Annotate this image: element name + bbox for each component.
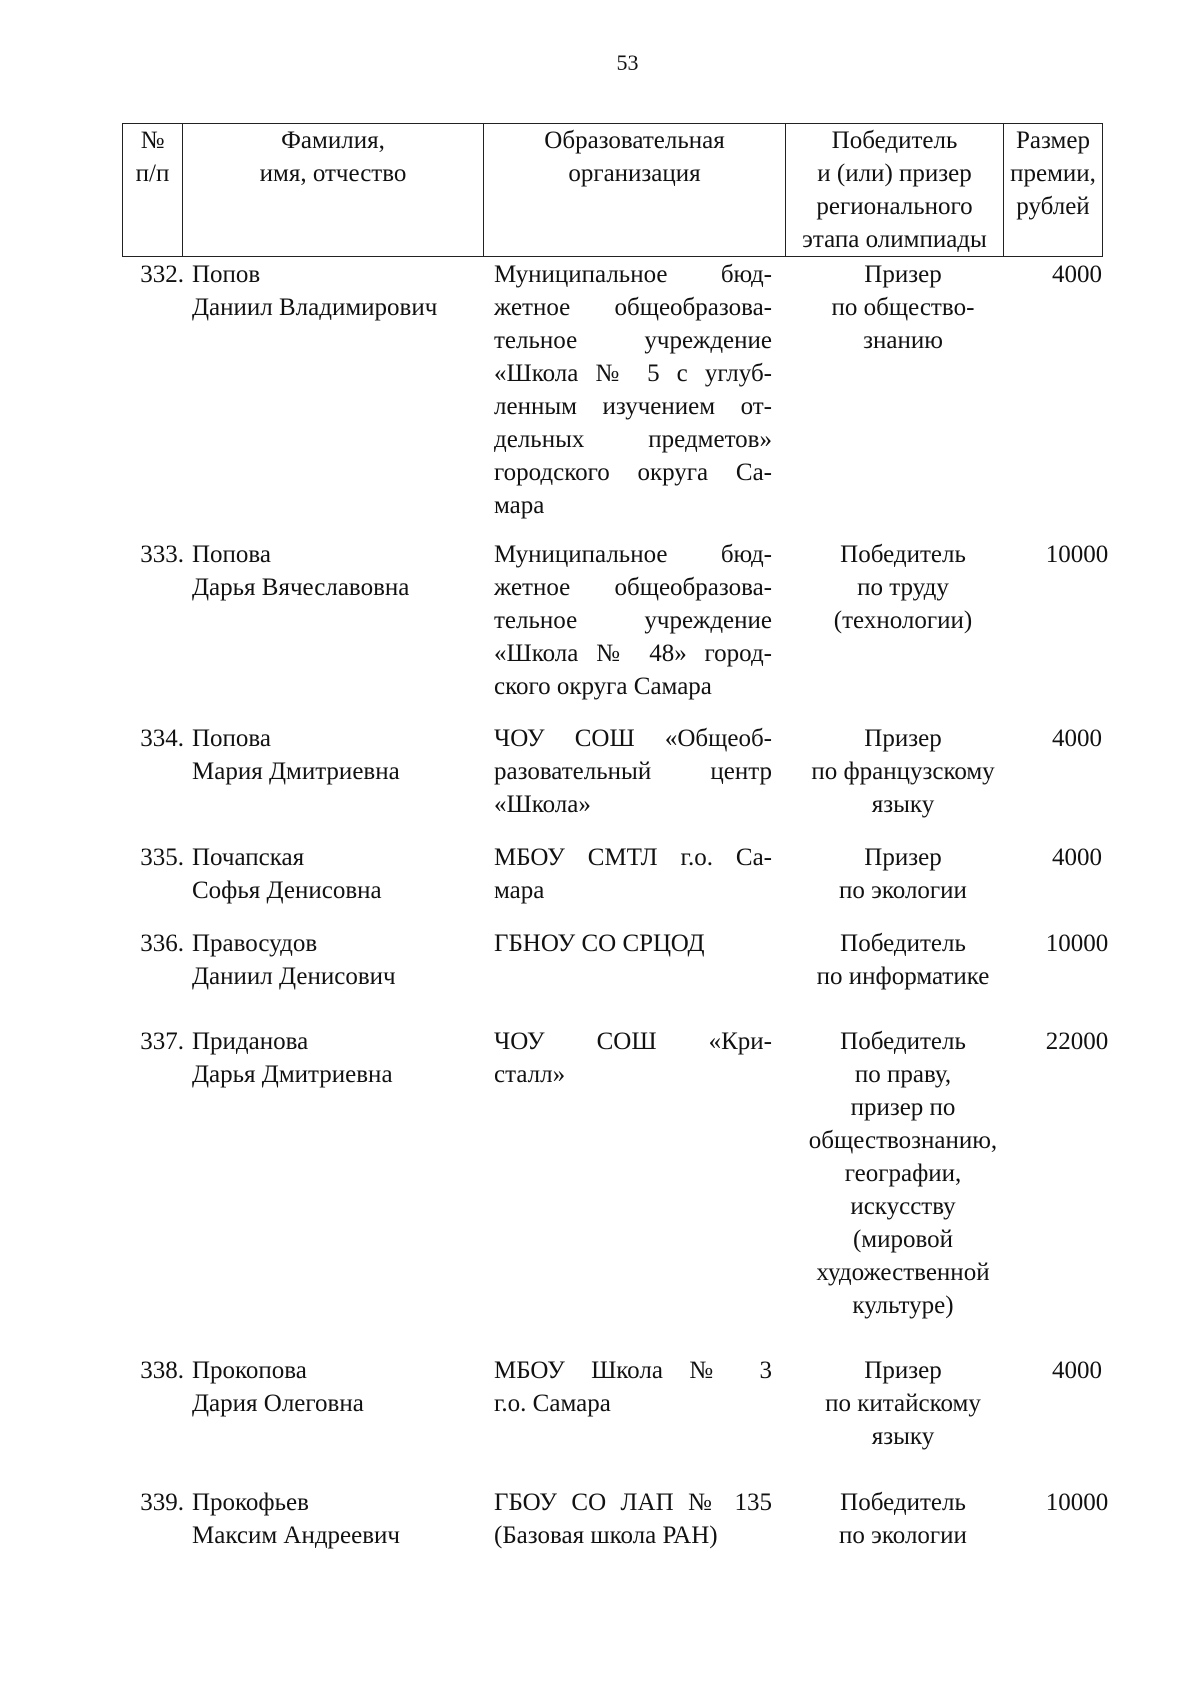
status-line: обществознанию, [808, 1127, 998, 1154]
row-full-name [192, 258, 482, 324]
status-line: по экологии [839, 877, 967, 904]
organization-line: городского округа Са- [494, 459, 772, 486]
row-prize-amount: 22000 [1045, 1028, 1109, 1055]
row-prize-amount: 4000 [1052, 725, 1102, 752]
status-line: по праву, [854, 1061, 952, 1088]
organization-line: ЧОУ СОШ «Кри- [494, 1028, 772, 1055]
organization-line: (Базовая школа РАН) [494, 1522, 718, 1549]
name-line: Прокофьев [192, 1489, 309, 1516]
row-prize-amount: 4000 [1052, 261, 1102, 288]
organization-line: ского округа Самара [494, 673, 712, 700]
row-prize-amount: 10000 [1045, 1489, 1109, 1516]
status-line: географии, [844, 1160, 962, 1187]
status-line: Призер [864, 844, 942, 871]
row-organization [494, 1486, 772, 1552]
status-line: знанию [863, 327, 943, 354]
row-full-name [192, 1354, 482, 1420]
row-full-name [192, 1025, 482, 1091]
name-line: Дарья Вячеславовна [192, 574, 410, 601]
organization-line: МБОУ Школа № 3 [494, 1357, 772, 1384]
organization-line: тельное учреждение [494, 327, 772, 354]
organization-line: ленным изучением от- [494, 393, 772, 420]
status-line: (мировой [852, 1226, 954, 1253]
row-number: 332. [140, 261, 184, 288]
row-number: 336. [140, 930, 184, 957]
organization-line: Муниципальное бюд- [494, 261, 772, 288]
organization-line: сталл» [494, 1061, 566, 1088]
row-number: 338. [140, 1357, 184, 1384]
status-line: Победитель [840, 541, 966, 568]
row-organization [494, 258, 772, 522]
row-status [790, 841, 1016, 907]
name-line: Даниил Владимирович [192, 294, 438, 321]
name-line: Почапская [192, 844, 305, 871]
row-status [790, 538, 1016, 637]
row-number: 339. [140, 1489, 184, 1516]
row-number: 334. [140, 725, 184, 752]
name-line: Попова [192, 725, 272, 752]
status-line: Победитель [840, 930, 966, 957]
organization-line: тельное учреждение [494, 607, 772, 634]
status-line: Победитель [840, 1028, 966, 1055]
row-prize-amount: 10000 [1045, 541, 1109, 568]
organization-line: г.о. Самара [494, 1390, 611, 1417]
name-line: Правосудов [192, 930, 318, 957]
table-header [122, 123, 1103, 257]
row-organization [494, 1025, 772, 1091]
organization-line: мара [494, 877, 545, 904]
organization-line: разовательный центр [494, 758, 772, 785]
status-line: (технологии) [833, 607, 973, 634]
organization-line: мара [494, 492, 545, 519]
status-line: Победитель [840, 1489, 966, 1516]
organization-line: ГБНОУ СО СРЦОД [494, 930, 705, 957]
header-amount: Размер премии, рублей [1004, 124, 1103, 257]
header-row [123, 124, 1103, 257]
row-organization [494, 722, 772, 821]
name-line: Дарья Дмитриевна [192, 1061, 393, 1088]
organization-line: дельных предметов» [494, 426, 772, 453]
row-number: 335. [140, 844, 184, 871]
row-prize-amount: 4000 [1052, 844, 1102, 871]
status-line: по информатике [816, 963, 990, 990]
status-line: по экологии [839, 1522, 967, 1549]
row-status [790, 258, 1016, 357]
row-full-name [192, 927, 482, 993]
row-status [790, 1354, 1016, 1453]
row-organization [494, 538, 772, 703]
name-line: Мария Дмитриевна [192, 758, 400, 785]
status-line: Призер [864, 261, 942, 288]
row-status [790, 927, 1016, 993]
organization-line: «Школа» [494, 791, 591, 818]
organization-line: ЧОУ СОШ «Общеоб- [494, 725, 772, 752]
row-number: 333. [140, 541, 184, 568]
row-number: 337. [140, 1028, 184, 1055]
status-line: культуре) [852, 1292, 954, 1319]
organization-line: МБОУ СМТЛ г.о. Са- [494, 844, 772, 871]
row-full-name [192, 538, 482, 604]
row-organization [494, 841, 772, 907]
organization-line: жетное общеобразова- [494, 574, 772, 601]
status-line: по труду [857, 574, 949, 601]
row-full-name [192, 722, 482, 788]
row-organization [494, 927, 772, 960]
row-full-name [192, 1486, 482, 1552]
row-status [790, 1486, 1016, 1552]
status-line: искусству [850, 1193, 956, 1220]
status-line: языку [871, 791, 935, 818]
row-prize-amount: 10000 [1045, 930, 1109, 957]
name-line: Прокопова [192, 1357, 307, 1384]
row-prize-amount: 4000 [1052, 1357, 1102, 1384]
status-line: художественной [816, 1259, 990, 1286]
organization-line: Муниципальное бюд- [494, 541, 772, 568]
status-line: языку [871, 1423, 935, 1450]
header-status: Победитель и (или) призер регионального этапа олимпиады [786, 124, 1004, 257]
status-line: Призер [864, 725, 942, 752]
page-number: 53 [616, 50, 639, 75]
organization-line: ГБОУ СО ЛАП № 135 [494, 1489, 772, 1516]
name-line: Приданова [192, 1028, 309, 1055]
name-line: Попов [192, 261, 261, 288]
name-line: Софья Денисовна [192, 877, 382, 904]
status-line: Призер [864, 1357, 942, 1384]
header-num: № п/п [123, 124, 183, 257]
name-line: Максим Андреевич [192, 1522, 400, 1549]
organization-line: жетное общеобразова- [494, 294, 772, 321]
organization-line: «Школа № 48» город- [494, 640, 772, 667]
name-line: Даниил Денисович [192, 963, 396, 990]
row-status [790, 722, 1016, 821]
row-full-name [192, 841, 482, 907]
status-line: по китайскому [825, 1390, 981, 1417]
row-organization [494, 1354, 772, 1420]
organization-line: «Школа № 5 с углуб- [494, 360, 772, 387]
status-line: призер по [850, 1094, 956, 1121]
header-organization: Образовательная организация [484, 124, 786, 257]
status-line: по обществo- [831, 294, 975, 321]
name-line: Дария Олеговна [192, 1390, 364, 1417]
header-name: Фамилия, имя, отчество [183, 124, 484, 257]
row-status [790, 1025, 1016, 1322]
status-line: по французскому [811, 758, 995, 785]
name-line: Попова [192, 541, 272, 568]
